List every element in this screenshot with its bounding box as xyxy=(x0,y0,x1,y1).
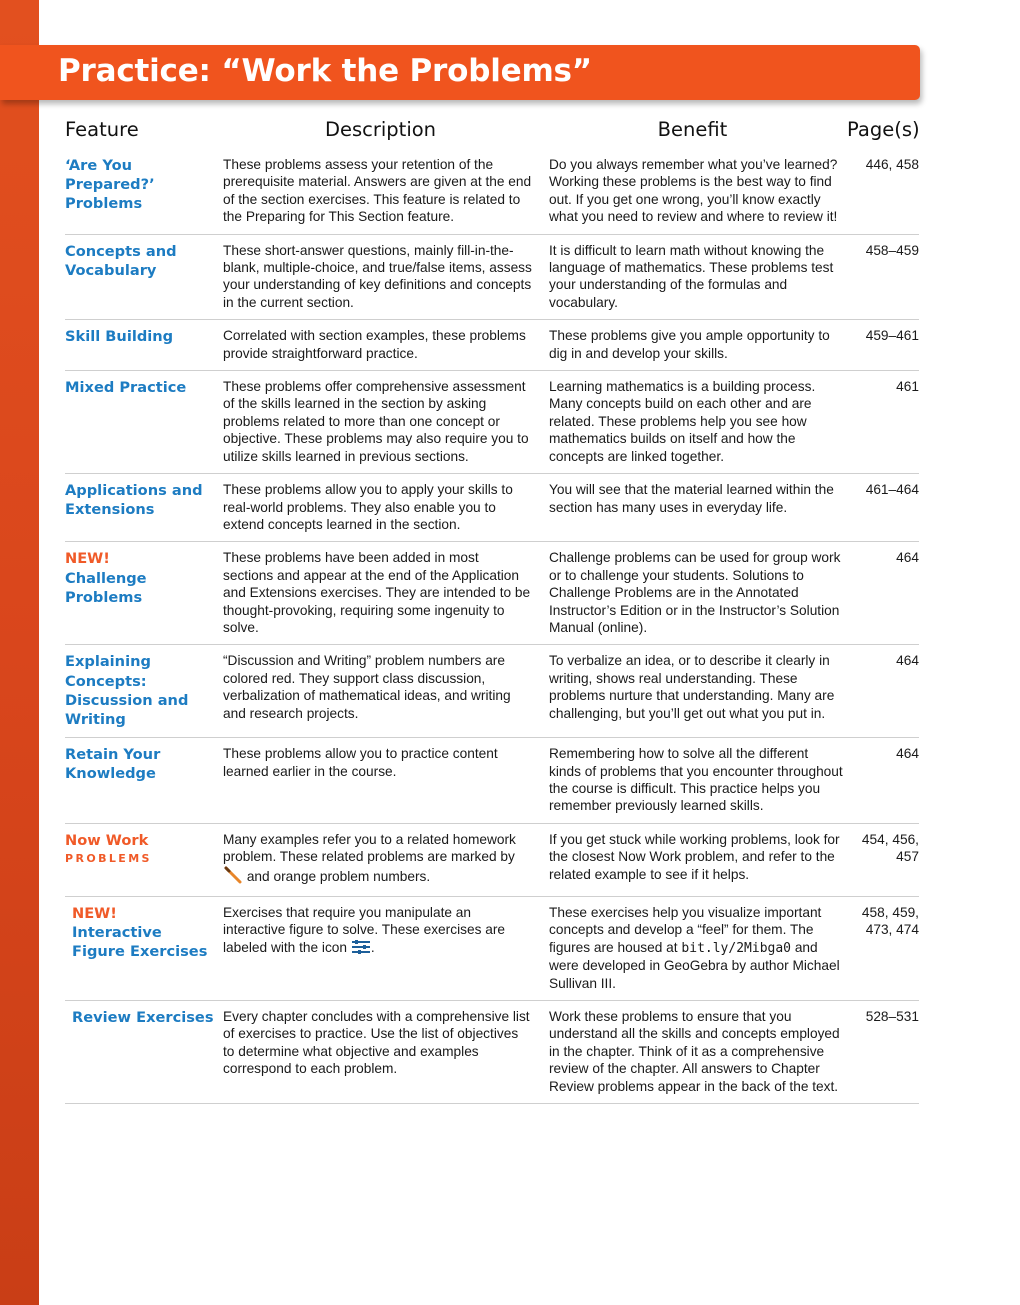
pages-cell: 464 xyxy=(847,645,919,738)
feature-cell: Applications and Extensions xyxy=(65,474,223,542)
benefit-cell: If you get stuck while working problems, look for the closest Now Work problem, and refer to the related example to see if it helps. xyxy=(538,823,847,896)
header-description: Description xyxy=(324,118,437,141)
description-cell: These problems assess your retention of the prerequisite material. Answers are given at the end of the section exercises. This feature is related to the Preparing for This Section feature. xyxy=(223,149,538,234)
table-row xyxy=(65,320,919,371)
benefit-cell xyxy=(538,897,847,1001)
feature-label: Challenge Problems xyxy=(65,569,147,606)
description-text-end: and orange problem numbers. xyxy=(246,868,431,884)
feature-cell xyxy=(65,897,223,1001)
table-row xyxy=(65,1001,919,1104)
feature-cell: Retain Your Knowledge xyxy=(65,738,223,824)
feature-cell: Concepts and Vocabulary xyxy=(65,234,223,320)
description-cell: These problems have been added in most sections and appear at the end of the Application and Extensions exercises. They are intended to be thought-provoking, requiring some ingenuity to solve. xyxy=(223,542,538,645)
description-cell: “Discussion and Writing” problem numbers are colored red. They support class discussion, verbalization of mathematical ideas, and writing and research projects. xyxy=(223,645,538,738)
feature-cell xyxy=(65,823,223,896)
title-banner xyxy=(0,45,920,100)
table-row xyxy=(65,542,919,645)
figure-url-link[interactable]: bit.ly/2Mibga0 xyxy=(681,940,791,956)
now-work-problems-label: PROBLEMS xyxy=(65,851,152,865)
description-text-end: . xyxy=(370,939,375,955)
table-row xyxy=(65,823,919,896)
pages-cell: 464 xyxy=(847,738,919,824)
table-row xyxy=(65,897,919,1001)
feature-cell xyxy=(65,542,223,645)
table-row xyxy=(65,149,919,234)
benefit-cell: Challenge problems can be used for group work or to challenge your students. Solutions to Challenge Problems are in the Annotated Instructor’s Edition or in the Instructor’s Solution Manual (online). xyxy=(538,542,847,645)
now-work-label: Now Work xyxy=(65,831,149,849)
header-feature: Feature xyxy=(65,118,139,141)
pages-cell: 458, 459, 473, 474 xyxy=(847,897,919,1001)
new-badge: NEW! xyxy=(65,550,110,568)
feature-cell: Mixed Practice xyxy=(65,371,223,474)
benefit-cell: Work these problems to ensure that you understand all the skills and concepts employed in the chapter. Think of it as a comprehensive review of the chapter. All answers to Chapter Review problems appear in the back of the text. xyxy=(538,1001,847,1104)
table-row xyxy=(65,234,919,320)
description-cell: Correlated with section examples, these problems provide straightforward practice. xyxy=(223,320,538,371)
header-benefit: Benefit xyxy=(657,118,728,141)
pages-cell: 459–461 xyxy=(847,320,919,371)
benefit-cell: Remembering how to solve all the different kinds of problems that you encounter throughout the course is difficult. This practice helps you remember previously learned skills. xyxy=(538,738,847,824)
benefit-cell: To verbalize an idea, or to describe it clearly in writing, shows real understanding. These problems nurture that understanding. Many are challenging, but you’ll get out what you put in. xyxy=(538,645,847,738)
pages-cell: 446, 458 xyxy=(847,149,919,234)
feature-cell: Review Exercises xyxy=(65,1001,223,1104)
feature-cell: Explaining Concepts: Discussion and Writing xyxy=(65,645,223,738)
benefit-cell: Do you always remember what you’ve learned? Working these problems is the best way to find out. If you get one wrong, you’ll know exactly what you need to review and where to review it! xyxy=(538,149,847,234)
description-cell: These problems offer comprehensive assessment of the skills learned in the section by asking problems related to more than one concept or objective. These problems may also require you to utilize skills learned in previous sections. xyxy=(223,371,538,474)
feature-label: Interactive Figure Exercises xyxy=(72,924,208,961)
description-cell: These problems allow you to apply your skills to real-world problems. They also enable you to extend concepts learned in the section. xyxy=(223,474,538,542)
pages-cell: 454, 456, 457 xyxy=(847,823,919,896)
benefit-cell: These problems give you ample opportunity to dig in and develop your skills. xyxy=(538,320,847,371)
benefit-cell: It is difficult to learn math without knowing the language of mathematics. These problems test your understanding of the formulas and vocabulary. xyxy=(538,234,847,320)
interactive-figure-icon xyxy=(351,939,371,959)
description-cell: These short-answer questions, mainly fill-in-the-blank, multiple-choice, and true/false items, assess your understanding of key definitions and concepts in the current section. xyxy=(223,234,538,320)
benefit-text: These exercises help you visualize important concepts and develop a “feel” for them. The figures are housed at xyxy=(549,905,822,955)
table-row xyxy=(65,474,919,542)
table-row xyxy=(65,738,919,824)
side-color-bar xyxy=(0,0,39,1305)
benefit-cell: Learning mathematics is a building process. Many concepts build on each other and are related. These problems help you see how mathematics builds on itself and how the concepts are linked together. xyxy=(538,371,847,474)
description-text: Many examples refer you to a related homework problem. These related problems are marked by xyxy=(223,831,516,865)
table-row xyxy=(65,645,919,738)
description-cell xyxy=(223,897,538,1001)
header-row xyxy=(65,114,919,149)
pages-cell: 464 xyxy=(847,542,919,645)
description-cell: Every chapter concludes with a comprehensive list of exercises to practice. Use the list of objectives to determine what objective and examples correspond to each problem. xyxy=(223,1001,538,1104)
benefit-text-end: and were developed in GeoGebra by author Michael Sullivan III. xyxy=(549,939,840,991)
feature-cell: Skill Building xyxy=(65,320,223,371)
table-row xyxy=(65,371,919,474)
header-pages: Page(s) xyxy=(847,118,920,141)
pages-cell: 461–464 xyxy=(847,474,919,542)
description-cell xyxy=(223,823,538,896)
page-title: Practice: “Work the Problems” xyxy=(58,53,592,89)
description-text: Exercises that require you manipulate an interactive figure to solve. These exercises are labeled with the icon xyxy=(223,905,505,955)
feature-cell: ‘Are You Prepared?’ Problems xyxy=(65,149,223,234)
features-table xyxy=(65,114,919,1104)
pencil-icon xyxy=(223,866,243,888)
new-badge: NEW! xyxy=(72,905,117,922)
pages-cell: 528–531 xyxy=(847,1001,919,1104)
pages-cell: 461 xyxy=(847,371,919,474)
pages-cell: 458–459 xyxy=(847,234,919,320)
description-cell: These problems allow you to practice content learned earlier in the course. xyxy=(223,738,538,824)
benefit-cell: You will see that the material learned within the section has many uses in everyday life. xyxy=(538,474,847,542)
